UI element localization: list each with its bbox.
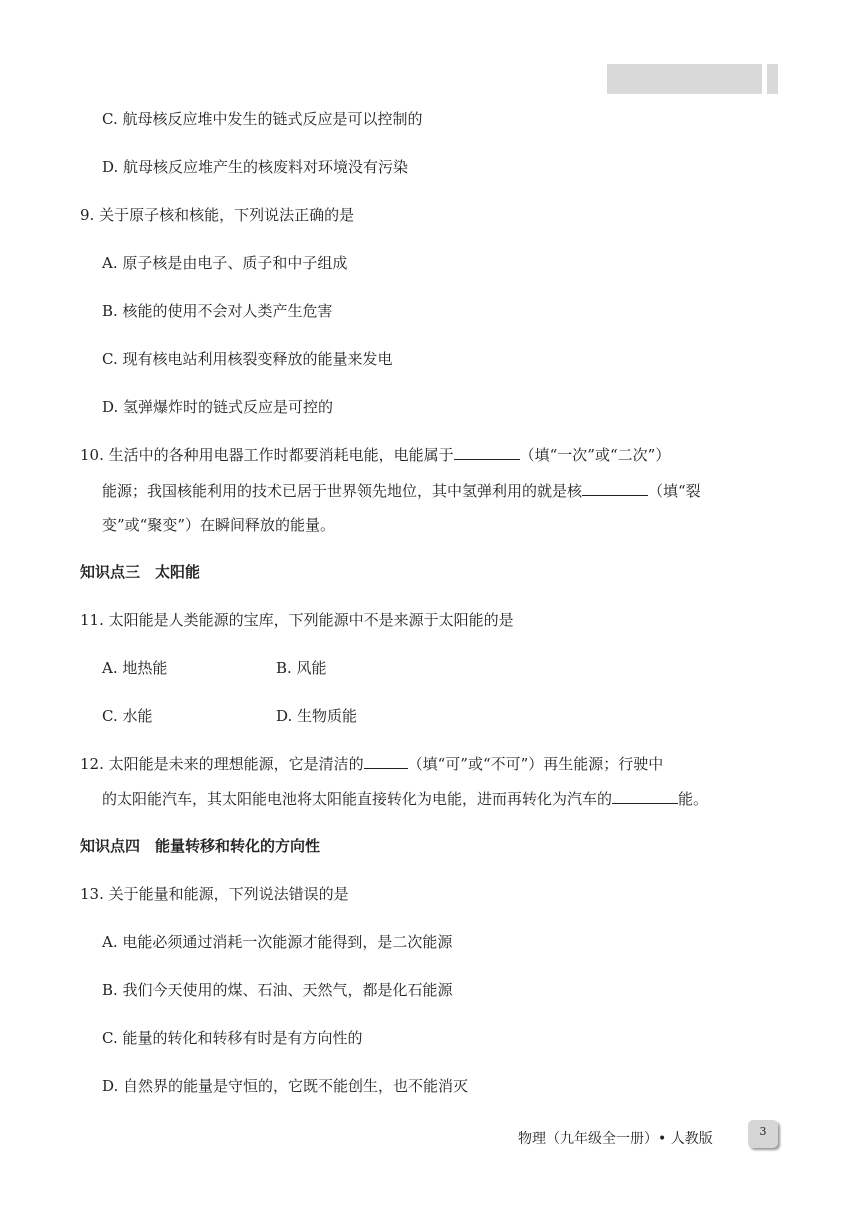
book-title-footer: 物理（九年级全一册）• 人教版 (518, 1131, 713, 1147)
q10-blank-1 (454, 444, 520, 460)
question-10-line-2 (102, 480, 701, 502)
q13-option-a: A. 电能必须通过消耗一次能源才能得到，是二次能源 (102, 933, 453, 951)
question-10-line-3: 变”或“聚变”）在瞬间释放的能量。 (102, 516, 336, 534)
q12-blank-2 (612, 788, 678, 804)
q10-text-3: 能源；我国核能利用的技术已居于世界领先地位，其中氢弹利用的就是核 (102, 482, 583, 500)
q13-option-d: D. 自然界的能量是守恒的，它既不能创生，也不能消灭 (102, 1077, 469, 1095)
q9-option-c: C. 现有核电站利用核裂变释放的能量来发电 (102, 350, 393, 368)
q11-option-a: A. 地热能 (102, 659, 168, 677)
q11-option-c: C. 水能 (102, 707, 153, 725)
q10-text-2: （填“一次”或“二次”） (519, 446, 671, 464)
question-13: 13. 关于能量和能源，下列说法错误的是 (80, 885, 349, 903)
q12-text-1: 12. 太阳能是未来的理想能源，它是清洁的 (80, 755, 364, 773)
q9-option-a: A. 原子核是由电子、质子和中子组成 (102, 254, 348, 272)
section-heading-4: 知识点四 能量转移和转化的方向性 (80, 837, 321, 855)
question-12-line-1 (80, 753, 663, 775)
q12-text-2: （填“可”或“不可”）再生能源；行驶中 (407, 755, 664, 773)
section-heading-3: 知识点三 太阳能 (80, 563, 201, 581)
q12-text-4: 能。 (678, 790, 709, 808)
q13-option-c: C. 能量的转化和转移有时是有方向性的 (102, 1029, 363, 1047)
q10-text-1: 10. 生活中的各种用电器工作时都要消耗电能，电能属于 (80, 446, 454, 464)
q13-option-b: B. 我们今天使用的煤、石油、天然气，都是化石能源 (102, 981, 453, 999)
q10-text-4: （填“裂 (648, 482, 701, 500)
header-tab-bar (607, 64, 762, 94)
q11-option-d: D. 生物质能 (276, 707, 358, 725)
q12-blank-1 (364, 753, 408, 769)
q8-option-d: D. 航母核反应堆产生的核废料对环境没有污染 (102, 158, 409, 176)
q8-option-c: C. 航母核反应堆中发生的链式反应是可以控制的 (102, 110, 423, 128)
question-12-line-2 (102, 788, 708, 810)
q9-option-d: D. 氢弹爆炸时的链式反应是可控的 (102, 398, 334, 416)
q10-blank-2 (582, 480, 648, 496)
q11-option-b: B. 风能 (276, 659, 327, 677)
q9-option-b: B. 核能的使用不会对人类产生危害 (102, 302, 333, 320)
question-9: 9. 关于原子核和核能，下列说法正确的是 (80, 206, 355, 224)
page-number: 3 (748, 1120, 778, 1148)
header-tab-end (767, 64, 778, 94)
question-10-line-1 (80, 444, 670, 466)
q12-text-3: 的太阳能汽车，其太阳能电池将太阳能直接转化为电能，进而再转化为汽车的 (102, 790, 613, 808)
question-11: 11. 太阳能是人类能源的宝库，下列能源中不是来源于太阳能的是 (80, 611, 514, 629)
